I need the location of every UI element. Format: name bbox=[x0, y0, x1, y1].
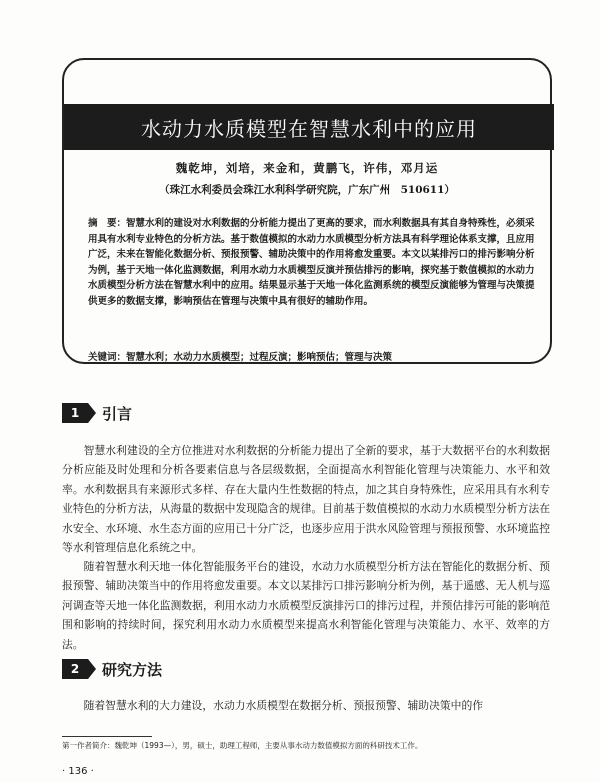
section-number-badge: 1 bbox=[62, 403, 88, 423]
abstract bbox=[88, 216, 540, 309]
section-title: 引言 bbox=[102, 404, 133, 423]
section-title: 研究方法 bbox=[102, 660, 163, 679]
section-heading-methods bbox=[62, 656, 162, 682]
abstract-text: 智慧水利的建设对水利数据的分析能力提出了更高的要求，而水利数据具有其自身特殊性，必须采用具有水利专业特色的分析方法。基于数值模拟的水动力水质模型分析方法具有科学理论体系支撑，且应用广泛，未来在智能化数据分析、预报预警、辅助决策中的作用将愈发重要。本文以某排污口的排污影响分析为例，基于天地一体化监测数据，利用水动力水质模型反演并预估排污的影响，探究基于数值模拟的水动力水质模型分析方法在智慧水利中的应用。结果显示基于天地一体化监测系统的模型反演能够为管理与决策提供更多的数据支撑，影响预估在管理与决策中具有很好的辅助作用。 bbox=[88, 218, 535, 307]
title-band bbox=[64, 104, 554, 150]
section-heading-intro bbox=[62, 400, 132, 426]
footnote: 第一作者简介：魏乾坤（1993—），男，硕士，助理工程师，主要从事水动力数值模拟方面的科研技术工作。 bbox=[62, 741, 423, 750]
section-number-badge: 2 bbox=[62, 659, 88, 679]
footnote-rule bbox=[62, 736, 152, 737]
intro-paragraph-1: 智慧水利建设的全方位推进对水利数据的分析能力提出了全新的要求，基于大数据平台的水利数据分析应能及时处理和分析各要素信息与各层级数据，全面提高水利智能化管理与决策能力、水平和效率。水利数据具有来源形式多样、存在大量内生性数据的特点，加之其自身特殊性，应采用具有水利专业特色的分析方法，从海量的数据中发现隐含的规律。目前基于数值模拟的水动力水质模型分析方法在水安全、水环境、水生态方面的应用已十分广泛，也逐步应用于洪水风险管理与预报预警、水环境监控等水利管理信息化系统之中。 bbox=[62, 444, 550, 555]
intro-paragraph-2: 随着智慧水利天地一体化智能服务平台的建设，水动力水质模型分析方法在智能化的数据分析、预报预警、辅助决策当中的作用将愈发重要。本文以某排污口排污影响分析为例，基于遥感、无人机与巡河调查等天地一体化监测数据，利用水动力水质模型反演排污口的排污过程，并预估排污可能的影响范围和影响的持续时间，探究利用水动力水质模型来提高水利智能化管理与决策能力、水平、效率的方法。 bbox=[62, 560, 550, 651]
author-list: 魏乾坤，刘培，来金和，黄鹏飞，许伟，邓月运 bbox=[175, 161, 439, 175]
affiliation: （珠江水利委员会珠江水利科学研究院，广东广州 510611） bbox=[159, 184, 455, 196]
methods-paragraph-1: 随着智慧水利的大力建设，水动力水质模型在数据分析、预报预警、辅助决策中的作 bbox=[83, 699, 484, 712]
keywords bbox=[88, 349, 540, 363]
page-number: · 136 · bbox=[62, 766, 94, 777]
keywords-label: 关键词： bbox=[88, 352, 127, 363]
keywords-text: 智慧水利；水动力水质模型；过程反演；影响预估；管理与决策 bbox=[126, 352, 393, 363]
article-title: 水动力水质模型在智慧水利中的应用 bbox=[141, 116, 477, 141]
abstract-label: 摘 要： bbox=[88, 218, 127, 229]
